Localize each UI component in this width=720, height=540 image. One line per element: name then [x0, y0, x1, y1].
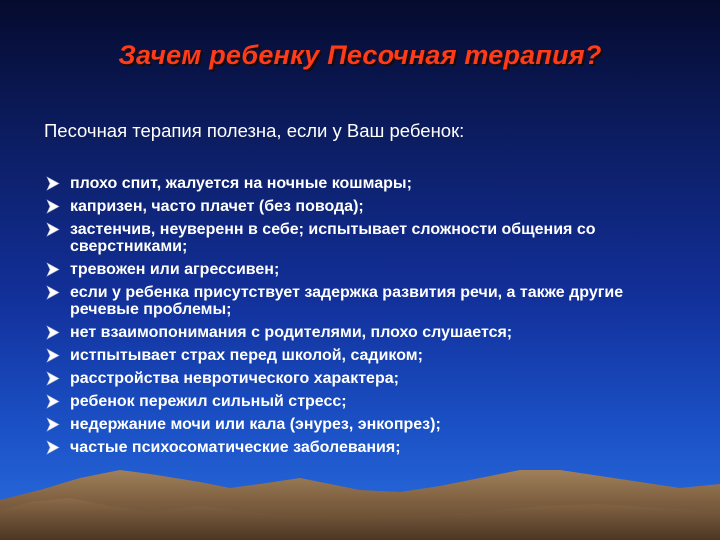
list-item: [44, 393, 664, 410]
list-item-text: тревожен или агрессивен;: [70, 261, 280, 278]
list-item: [44, 370, 664, 387]
arrow-bullet-icon: [44, 175, 62, 192]
arrow-bullet-icon: [44, 261, 62, 278]
slide-title: Зачем ребенку Песочная терапия?: [118, 40, 602, 70]
list-item-text: плохо спит, жалуется на ночные кошмары;: [70, 175, 412, 192]
arrow-bullet-icon: [44, 284, 62, 301]
arrow-bullet-icon: [44, 370, 62, 387]
list-item-text: застенчив, неуверенн в себе; испытывает сложности общения со сверстниками;: [70, 221, 596, 255]
list-item-text: истпытывает страх перед школой, садиком;: [70, 347, 423, 364]
arrow-bullet-icon: [44, 324, 62, 341]
list-item: [44, 439, 664, 456]
list-item-text: недержание мочи или кала (энурез, энкопрез);: [70, 416, 441, 433]
arrow-bullet-icon: [44, 198, 62, 215]
list-item-text: нет взаимопонимания с родителями, плохо слушается;: [70, 324, 513, 341]
list-item-text: частые психосоматические заболевания;: [70, 439, 401, 456]
list-item-text: ребенок пережил сильный стресс;: [70, 393, 347, 410]
list-item: [44, 347, 664, 364]
arrow-bullet-icon: [44, 416, 62, 433]
list-item: [44, 416, 664, 433]
arrow-bullet-icon: [44, 439, 62, 456]
list-item: [44, 324, 664, 341]
list-item-text: расстройства невротического характера;: [70, 370, 399, 387]
arrow-bullet-icon: [44, 393, 62, 410]
reasons-list: [44, 175, 664, 462]
list-item: [44, 175, 664, 192]
slide-subtitle: Песочная терапия полезна, если у Ваш ребенок:: [44, 120, 465, 141]
arrow-bullet-icon: [44, 347, 62, 364]
list-item-text: капризен, часто плачет (без повода);: [70, 198, 364, 215]
list-item: [44, 221, 664, 255]
list-item: [44, 261, 664, 278]
arrow-bullet-icon: [44, 221, 62, 238]
list-item-text: если у ребенка присутствует задержка развития речи, а также другие речевые проблемы;: [70, 284, 624, 318]
list-item: [44, 284, 664, 318]
list-item: [44, 198, 664, 215]
